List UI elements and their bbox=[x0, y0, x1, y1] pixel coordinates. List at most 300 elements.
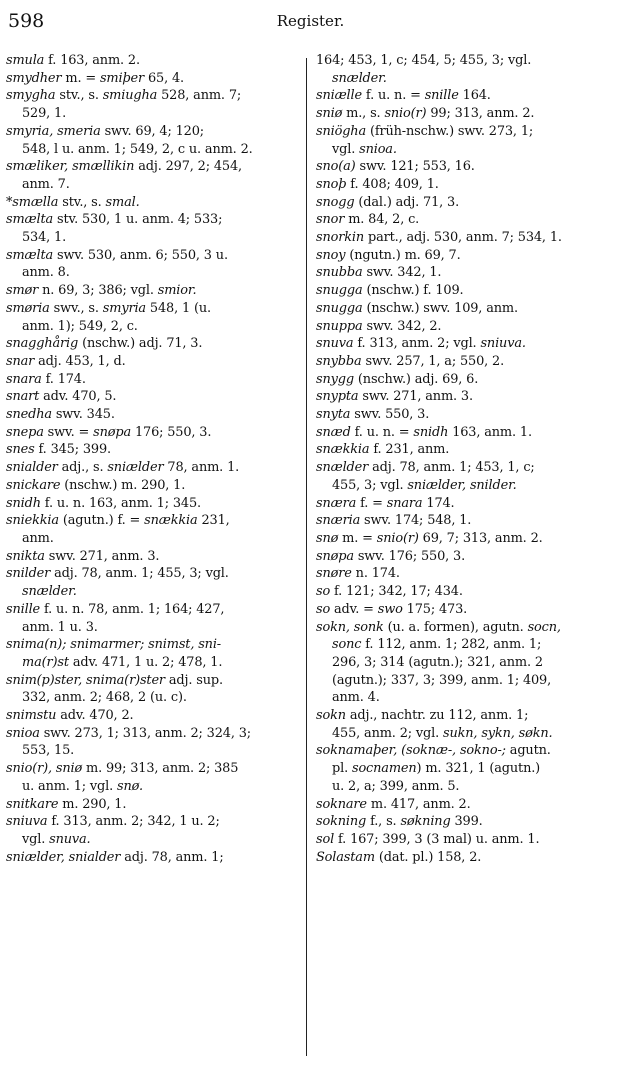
entry-line bbox=[316, 424, 618, 442]
index-entry bbox=[6, 388, 298, 406]
index-entry bbox=[6, 371, 298, 389]
index-entry bbox=[6, 406, 298, 424]
italic-term: smælta bbox=[6, 247, 54, 263]
reference-text: f. 231, anm. bbox=[369, 442, 450, 458]
entry-line bbox=[6, 158, 298, 176]
entry-continuation-line bbox=[6, 619, 298, 637]
reference-text: adj., s. bbox=[57, 460, 108, 476]
index-entry bbox=[316, 565, 618, 583]
italic-term: snybba bbox=[316, 353, 362, 369]
reference-text: anm. 4. bbox=[332, 690, 380, 706]
italic-term: soknare bbox=[316, 796, 367, 812]
entry-line bbox=[316, 123, 618, 141]
index-entry bbox=[6, 459, 298, 477]
entry-continuation-line bbox=[6, 264, 298, 282]
italic-term: ma(r)st bbox=[22, 654, 69, 670]
index-entry bbox=[6, 335, 298, 353]
italic-term: sniuva bbox=[6, 814, 48, 830]
reference-text: adj., nachtr. zu 112, anm. 1; bbox=[345, 708, 529, 724]
index-entry bbox=[316, 318, 618, 336]
entry-continuation-line bbox=[6, 689, 298, 707]
entry-line bbox=[6, 424, 298, 442]
reference-text: m. = bbox=[61, 70, 100, 86]
italic-term: sonc bbox=[332, 637, 362, 653]
entry-line bbox=[316, 742, 618, 760]
italic-term: snuppa bbox=[316, 318, 363, 334]
entry-line bbox=[6, 813, 298, 831]
reference-text: swv. 342, 1. bbox=[362, 265, 442, 281]
reference-text: f. 313, anm. 2; 342, 1 u. 2; bbox=[47, 814, 220, 830]
italic-term: snogg bbox=[316, 194, 355, 210]
italic-term: snitkare bbox=[6, 796, 59, 812]
italic-term: snoy bbox=[316, 247, 346, 263]
index-entry bbox=[316, 194, 618, 212]
entry-continuation-line bbox=[316, 70, 618, 88]
reference-text: anm. 8. bbox=[22, 265, 70, 281]
reference-text: swv. 345. bbox=[51, 407, 115, 423]
index-entry bbox=[316, 211, 618, 229]
reference-text: swv. 342, 2. bbox=[362, 318, 442, 334]
index-entry bbox=[6, 353, 298, 371]
italic-term: snidh bbox=[413, 424, 449, 440]
italic-term: sniekkia bbox=[6, 513, 59, 529]
italic-term: smiugha bbox=[102, 88, 158, 104]
entry-line bbox=[316, 87, 618, 105]
reference-text: (agutn.) f. = bbox=[58, 513, 145, 529]
reference-text: 534, 1. bbox=[22, 230, 67, 246]
italic-term: snio(r), sniø bbox=[6, 761, 83, 777]
italic-term: snækkia bbox=[144, 513, 198, 529]
index-entry bbox=[316, 512, 618, 530]
index-entry bbox=[316, 441, 618, 459]
italic-term: snara bbox=[386, 495, 423, 511]
index-entry bbox=[6, 512, 298, 547]
index-entry bbox=[316, 849, 618, 867]
entry-line bbox=[316, 211, 618, 229]
reference-text: swv. 69, 4; 120; bbox=[100, 123, 204, 139]
reference-text: 548, l u. anm. 1; 549, 2, c u. anm. 2. bbox=[22, 141, 253, 157]
reference-text: 529, 1. bbox=[22, 106, 67, 122]
entry-line bbox=[316, 300, 618, 318]
italic-term: snagghårig bbox=[6, 336, 79, 352]
italic-term: snælder bbox=[316, 460, 369, 476]
index-entry bbox=[316, 87, 618, 105]
reference-text: (nschw.) swv. 109, anm. bbox=[362, 300, 518, 316]
reference-text: (nschw.) f. 109. bbox=[362, 283, 464, 299]
italic-term: snækkia bbox=[316, 442, 370, 458]
reference-text: m., s. bbox=[342, 106, 385, 122]
reference-text: swv. 530, anm. 6; 550, 3 u. bbox=[53, 247, 228, 263]
entry-line bbox=[6, 565, 298, 583]
italic-term: snorkin bbox=[316, 230, 365, 246]
italic-term: smygha bbox=[6, 88, 56, 104]
italic-term: smal. bbox=[105, 194, 140, 210]
entry-line bbox=[6, 371, 298, 389]
entry-line bbox=[6, 477, 298, 495]
entry-line bbox=[6, 441, 298, 459]
italic-term: smyria bbox=[102, 300, 146, 316]
italic-term: snioa bbox=[6, 725, 40, 741]
italic-term: snidh bbox=[6, 495, 41, 511]
italic-term: snøpa bbox=[316, 548, 354, 564]
reference-text: stv., s. bbox=[58, 194, 106, 210]
entry-continuation-line bbox=[316, 141, 618, 159]
index-entry bbox=[6, 300, 298, 335]
index-entry bbox=[316, 52, 618, 87]
reference-text: f. 408; 409, 1. bbox=[346, 176, 439, 192]
reference-text: f. 345; 399. bbox=[34, 442, 111, 458]
column-divider bbox=[306, 58, 307, 1056]
index-entry bbox=[6, 424, 298, 442]
reference-text: swv. 176; 550, 3. bbox=[353, 548, 466, 564]
entry-line bbox=[316, 371, 618, 389]
entry-line bbox=[316, 282, 618, 300]
entry-line bbox=[316, 813, 618, 831]
italic-term: snø bbox=[316, 530, 339, 546]
italic-term: snubba bbox=[316, 265, 363, 281]
reference-text: f. u. n. 78, anm. 1; 164; 427, bbox=[40, 601, 225, 617]
entry-line bbox=[6, 87, 298, 105]
reference-text: anm. 1); 549, 2, c. bbox=[22, 318, 138, 334]
italic-term: snilder bbox=[6, 566, 51, 582]
italic-term: sol bbox=[316, 831, 335, 847]
entry-line bbox=[6, 512, 298, 530]
reference-text: u. 2, a; 399, anm. 5. bbox=[332, 778, 460, 794]
entry-line bbox=[316, 406, 618, 424]
reference-text: vgl. bbox=[22, 831, 50, 847]
italic-term: sniælder, snilder. bbox=[407, 477, 517, 493]
italic-term: snø. bbox=[117, 778, 143, 794]
reference-text: m. 84, 2, c. bbox=[344, 212, 420, 228]
italic-term: snuva bbox=[316, 336, 354, 352]
italic-term: smæliker, smællikin bbox=[6, 159, 135, 175]
entry-line bbox=[316, 796, 618, 814]
reference-text: stv., s. bbox=[55, 88, 103, 104]
entry-line bbox=[316, 565, 618, 583]
italic-term: snedha bbox=[6, 407, 52, 423]
italic-term: sniø bbox=[316, 106, 343, 122]
entry-line bbox=[316, 335, 618, 353]
index-entry bbox=[6, 495, 298, 513]
reference-text: 455, anm. 2; vgl. bbox=[332, 725, 443, 741]
entry-line bbox=[316, 441, 618, 459]
index-entry bbox=[316, 601, 618, 619]
index-entry bbox=[6, 565, 298, 600]
italic-term: soknamaþer, (soknæ-, sokno-; bbox=[316, 743, 506, 759]
reference-text: m. = bbox=[338, 530, 377, 546]
italic-term: snart bbox=[6, 389, 40, 405]
entry-continuation-line bbox=[6, 583, 298, 601]
entry-line bbox=[316, 176, 618, 194]
reference-text: 174. bbox=[422, 495, 455, 511]
italic-term: snima(n); snimarmer; snimst, sni- bbox=[6, 637, 222, 653]
entry-line bbox=[316, 583, 618, 601]
italic-term: snælder. bbox=[22, 584, 77, 600]
entry-line bbox=[316, 388, 618, 406]
italic-term: sokn, sonk bbox=[316, 619, 384, 635]
italic-term: socn, bbox=[527, 619, 561, 635]
reference-text: f. 112, anm. 1; 282, anm. 1; bbox=[361, 637, 542, 653]
reference-text: 296, 3; 314 (agutn.); 321, anm. 2 bbox=[332, 654, 543, 670]
reference-text: 78, anm. 1. bbox=[163, 460, 240, 476]
reference-text: * bbox=[6, 194, 13, 210]
italic-term: snimstu bbox=[6, 708, 57, 724]
italic-term: snialder bbox=[6, 460, 58, 476]
italic-term: sniögha bbox=[316, 123, 366, 139]
italic-term: snioa. bbox=[359, 141, 397, 157]
index-entry bbox=[6, 52, 298, 70]
left-column bbox=[6, 52, 298, 866]
reference-text: 164; 453, 1, c; 454, 5; 455, 3; vgl. bbox=[316, 53, 532, 68]
reference-text: (dal.) adj. 71, 3. bbox=[354, 194, 460, 210]
index-entry bbox=[6, 672, 298, 707]
italic-term: snara bbox=[6, 371, 42, 387]
entry-line bbox=[6, 247, 298, 265]
reference-text: m. 417, anm. 2. bbox=[366, 796, 471, 812]
reference-text: swv. = bbox=[43, 424, 94, 440]
reference-text: adj. 78, anm. 1; 453, 1, c; bbox=[368, 460, 535, 476]
entry-line bbox=[316, 619, 618, 637]
entry-continuation-line bbox=[6, 176, 298, 194]
entry-line bbox=[6, 760, 298, 778]
entry-continuation-line bbox=[6, 742, 298, 760]
entry-continuation-line bbox=[6, 530, 298, 548]
entry-continuation-line bbox=[6, 105, 298, 123]
reference-text: adj. 78, anm. 1; 455, 3; vgl. bbox=[50, 566, 229, 582]
entry-line bbox=[6, 300, 298, 318]
entry-line bbox=[6, 672, 298, 690]
reference-text: adj. sup. bbox=[164, 672, 223, 688]
entry-continuation-line bbox=[6, 318, 298, 336]
entry-continuation-line bbox=[316, 760, 618, 778]
index-entry bbox=[6, 760, 298, 795]
italic-term: sno(a) bbox=[316, 159, 356, 175]
italic-term: snælder. bbox=[332, 70, 387, 86]
italic-term: snøpa bbox=[93, 424, 132, 440]
italic-term: snygg bbox=[316, 371, 354, 387]
page-number: 598 bbox=[8, 10, 45, 32]
reference-text: n. 69, 3; 386; vgl. bbox=[38, 283, 158, 299]
reference-text: m. 99; 313, anm. 2; 385 bbox=[82, 761, 239, 777]
entry-continuation-line bbox=[316, 654, 618, 672]
reference-text: anm. bbox=[22, 530, 54, 546]
reference-text: (u. a. formen), agutn. bbox=[383, 619, 528, 635]
entry-continuation-line bbox=[316, 477, 618, 495]
entry-line bbox=[6, 52, 298, 70]
entry-continuation-line bbox=[316, 778, 618, 796]
reference-text: f. = bbox=[356, 495, 387, 511]
reference-text: 332, anm. 2; 468, 2 (u. c). bbox=[22, 690, 187, 706]
index-entry bbox=[6, 477, 298, 495]
entry-line bbox=[6, 282, 298, 300]
entry-line bbox=[316, 601, 618, 619]
reference-text: u. anm. 1; vgl. bbox=[22, 778, 117, 794]
italic-term: snæria bbox=[316, 513, 361, 529]
index-entry bbox=[316, 742, 618, 795]
italic-term: smior. bbox=[157, 283, 197, 299]
italic-term: sniuva. bbox=[480, 336, 526, 352]
italic-term: snugga bbox=[316, 300, 363, 316]
entry-line bbox=[6, 495, 298, 513]
entry-line bbox=[316, 849, 618, 867]
entry-line bbox=[6, 211, 298, 229]
entry-line bbox=[6, 849, 298, 867]
index-entry bbox=[6, 707, 298, 725]
reference-text: agutn. bbox=[505, 743, 551, 759]
index-entry bbox=[316, 158, 618, 176]
entry-continuation-line bbox=[316, 636, 618, 654]
italic-term: snim(p)ster, snima(r)ster bbox=[6, 672, 165, 688]
reference-text: swv. 273, 1; 313, anm. 2; 324, 3; bbox=[39, 725, 251, 741]
italic-term: snio(r) bbox=[384, 106, 427, 122]
reference-text: swv. 271, anm. 3. bbox=[358, 389, 473, 405]
entry-line bbox=[316, 52, 618, 70]
reference-text: adj. 78, anm. 1; bbox=[120, 849, 224, 865]
italic-term: Solastam bbox=[316, 849, 375, 865]
index-entry bbox=[316, 264, 618, 282]
italic-term: smiþer bbox=[99, 70, 145, 86]
reference-text: anm. 7. bbox=[22, 176, 70, 192]
italic-term: so bbox=[316, 601, 331, 617]
reference-text: adv. 471, 1 u. 2; 478, 1. bbox=[68, 654, 223, 670]
reference-text: 65, 4. bbox=[144, 70, 184, 86]
index-entry bbox=[6, 247, 298, 282]
entry-line bbox=[316, 530, 618, 548]
reference-text: (nschw.) m. 290, 1. bbox=[60, 477, 186, 493]
entry-line bbox=[316, 229, 618, 247]
reference-text: m. 290, 1. bbox=[58, 796, 127, 812]
entry-line bbox=[6, 335, 298, 353]
index-entry bbox=[316, 371, 618, 389]
reference-text: swv. 257, 1, a; 550, 2. bbox=[361, 353, 505, 369]
italic-term: so bbox=[316, 584, 331, 600]
italic-term: sokning bbox=[316, 814, 367, 830]
reference-text: 176; 550, 3. bbox=[131, 424, 212, 440]
entry-line bbox=[6, 459, 298, 477]
italic-term: sniælder bbox=[107, 460, 164, 476]
italic-term: snar bbox=[6, 353, 35, 369]
index-entry bbox=[316, 495, 618, 513]
entry-line bbox=[316, 495, 618, 513]
index-entry bbox=[6, 849, 298, 867]
entry-line bbox=[6, 601, 298, 619]
reference-text: 99; 313, anm. 2. bbox=[426, 106, 535, 122]
reference-text: n. 174. bbox=[351, 566, 400, 582]
italic-term: snæra bbox=[316, 495, 357, 511]
entry-line bbox=[316, 247, 618, 265]
entry-line bbox=[316, 105, 618, 123]
index-entry bbox=[6, 211, 298, 246]
reference-text: adj. 453, 1, d. bbox=[34, 353, 126, 369]
reference-text: f. u. n. = bbox=[350, 424, 414, 440]
entry-line bbox=[6, 123, 298, 141]
entry-line bbox=[316, 158, 618, 176]
reference-text: 69, 7; 313, anm. 2. bbox=[418, 530, 543, 546]
entry-line bbox=[6, 725, 298, 743]
reference-text: 231, bbox=[197, 513, 230, 529]
italic-term: snille bbox=[424, 88, 459, 104]
index-entry bbox=[6, 548, 298, 566]
index-entry bbox=[6, 282, 298, 300]
page-header bbox=[8, 10, 613, 40]
entry-continuation-line bbox=[316, 672, 618, 690]
italic-term: smøria bbox=[6, 300, 50, 316]
entry-line bbox=[316, 194, 618, 212]
index-entry bbox=[6, 813, 298, 848]
italic-term: søkning bbox=[400, 814, 451, 830]
italic-term: swo bbox=[377, 601, 403, 617]
entry-line bbox=[6, 796, 298, 814]
entry-continuation-line bbox=[6, 141, 298, 159]
index-entry bbox=[6, 796, 298, 814]
index-entry bbox=[6, 158, 298, 193]
index-entry bbox=[316, 388, 618, 406]
reference-text: swv. 550, 3. bbox=[350, 407, 430, 423]
entry-line bbox=[316, 318, 618, 336]
reference-text: 175; 473. bbox=[402, 601, 468, 617]
index-entry bbox=[316, 424, 618, 442]
reference-text: (dat. pl.) 158, 2. bbox=[374, 849, 482, 865]
reference-text: f. u. n. = bbox=[361, 88, 425, 104]
reference-text: (nschw.) adj. 71, 3. bbox=[78, 336, 203, 352]
index-entry bbox=[6, 194, 298, 212]
index-entry bbox=[316, 406, 618, 424]
reference-text: adj. 297, 2; 454, bbox=[134, 159, 242, 175]
reference-text: f. 163, anm. 2. bbox=[44, 53, 140, 68]
index-entry bbox=[6, 636, 298, 671]
index-entry bbox=[316, 247, 618, 265]
index-entry bbox=[6, 441, 298, 459]
reference-text: swv., s. bbox=[49, 300, 103, 316]
entry-line bbox=[316, 831, 618, 849]
reference-text: adv. 470, 5. bbox=[39, 389, 117, 405]
reference-text: swv. 271, anm. 3. bbox=[44, 548, 160, 564]
entry-continuation-line bbox=[316, 725, 618, 743]
italic-term: smydher bbox=[6, 70, 62, 86]
italic-term: snes bbox=[6, 442, 35, 458]
reference-text: (nschw.) adj. 69, 6. bbox=[353, 371, 479, 387]
entry-line bbox=[6, 194, 298, 212]
index-entry bbox=[6, 725, 298, 760]
reference-text: 455, 3; vgl. bbox=[332, 477, 408, 493]
index-entry bbox=[6, 601, 298, 636]
index-entry bbox=[316, 176, 618, 194]
reference-text: swv. 121; 553, 16. bbox=[355, 159, 475, 175]
italic-term: snille bbox=[6, 601, 41, 617]
italic-term: smyria, smeria bbox=[6, 123, 101, 139]
entry-line bbox=[6, 548, 298, 566]
reference-text: f. 121; 342, 17; 434. bbox=[330, 584, 463, 600]
reference-text: 399. bbox=[450, 814, 483, 830]
entry-continuation-line bbox=[6, 778, 298, 796]
entry-line bbox=[6, 707, 298, 725]
italic-term: smør bbox=[6, 283, 39, 299]
reference-text: f. u. n. 163, anm. 1; 345. bbox=[40, 495, 201, 511]
reference-text: (agutn.); 337, 3; 399, anm. 1; 409, bbox=[332, 672, 552, 688]
index-entry bbox=[316, 353, 618, 371]
reference-text: adv. 470, 2. bbox=[56, 708, 134, 724]
italic-term: snio(r) bbox=[376, 530, 419, 546]
reference-text: part., adj. 530, anm. 7; 534, 1. bbox=[364, 230, 562, 246]
reference-text: f. 167; 399, 3 (3 mal) u. anm. 1. bbox=[334, 831, 540, 847]
index-entry bbox=[316, 796, 618, 814]
index-entry bbox=[316, 583, 618, 601]
running-title: Register. bbox=[276, 12, 345, 30]
reference-text: ) m. 321, 1 (agutn.) bbox=[416, 761, 541, 777]
reference-text: f. 174. bbox=[41, 371, 86, 387]
reference-text: 164. bbox=[458, 88, 491, 104]
index-entry bbox=[316, 530, 618, 548]
